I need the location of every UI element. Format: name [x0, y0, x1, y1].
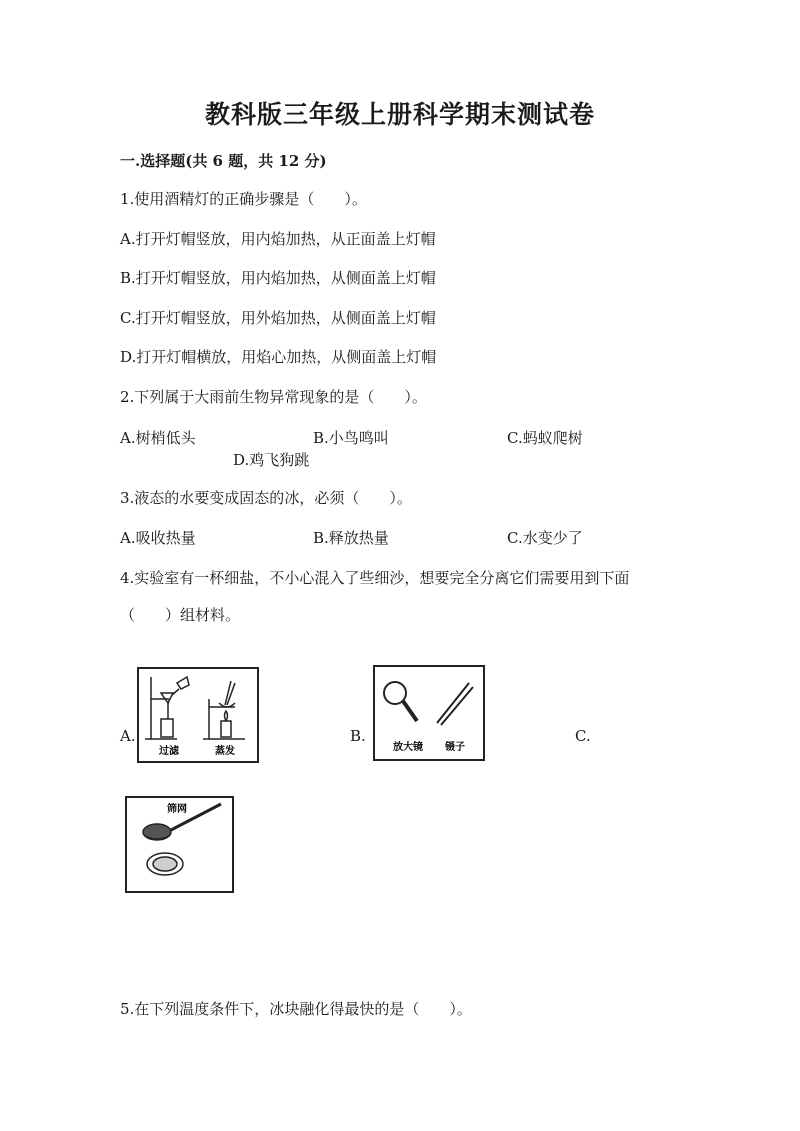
caption-magnifier: 放大镜 — [393, 742, 423, 753]
question-3-stem: 3.液态的水要变成固态的冰，必须（ ）。 — [120, 489, 412, 507]
q2-option-d: D.鸡飞狗跳 — [233, 451, 310, 469]
q2-option-b: B.小鸟鸣叫 — [313, 429, 389, 447]
question-5-stem: 5.在下列温度条件下，冰块融化得最快的是（ ）。 — [120, 1000, 472, 1018]
q1-option-d: D.打开灯帽横放，用焰心加热，从侧面盖上灯帽 — [120, 348, 437, 366]
q3-option-a: A.吸收热量 — [120, 529, 196, 547]
magnifier-icon — [384, 682, 417, 721]
q4-option-b-letter: B. — [350, 727, 366, 745]
q3-option-b: B.释放热量 — [313, 529, 389, 547]
question-2-stem: 2.下列属于大雨前生物异常现象的是（ ）。 — [120, 388, 427, 406]
question-4-stem-line2: （ ）组材料。 — [120, 606, 241, 624]
q4-option-c-image — [125, 796, 234, 893]
q1-option-a: A.打开灯帽竖放，用内焰加热，从正面盖上灯帽 — [120, 230, 436, 248]
question-1-stem: 1.使用酒精灯的正确步骤是（ ）。 — [120, 190, 367, 208]
q4-option-b-image — [373, 665, 485, 761]
question-4-stem-line1: 4.实验室有一杯细盐，不小心混入了些细沙，想要完全分离它们需要用到下面 — [120, 569, 630, 587]
q4-option-c-letter: C. — [575, 727, 591, 745]
caption-evaporation: 蒸发 — [215, 746, 235, 757]
section-heading: 一.选择题(共 6 题，共 12 分) — [120, 152, 327, 170]
sand-bowl-icon — [147, 853, 183, 875]
q3-option-c: C.水变少了 — [507, 529, 583, 547]
q1-option-b: B.打开灯帽竖放，用内焰加热，从侧面盖上灯帽 — [120, 269, 436, 287]
q2-option-a: A.树梢低头 — [120, 429, 196, 447]
caption-filtration: 过滤 — [159, 746, 179, 757]
q4-option-a-image — [137, 667, 259, 763]
filter-apparatus-icon — [145, 677, 189, 739]
q2-option-c: C.蚂蚁爬树 — [507, 429, 583, 447]
caption-sieve: 筛网 — [167, 804, 187, 815]
q1-option-c: C.打开灯帽竖放，用外焰加热，从侧面盖上灯帽 — [120, 309, 436, 327]
tweezers-icon — [437, 683, 473, 725]
page-title: 教科版三年级上册科学期末测试卷 — [204, 100, 595, 129]
evaporation-apparatus-icon — [203, 681, 245, 739]
caption-tweezers: 镊子 — [445, 742, 465, 753]
q4-option-a-letter: A. — [120, 727, 136, 745]
